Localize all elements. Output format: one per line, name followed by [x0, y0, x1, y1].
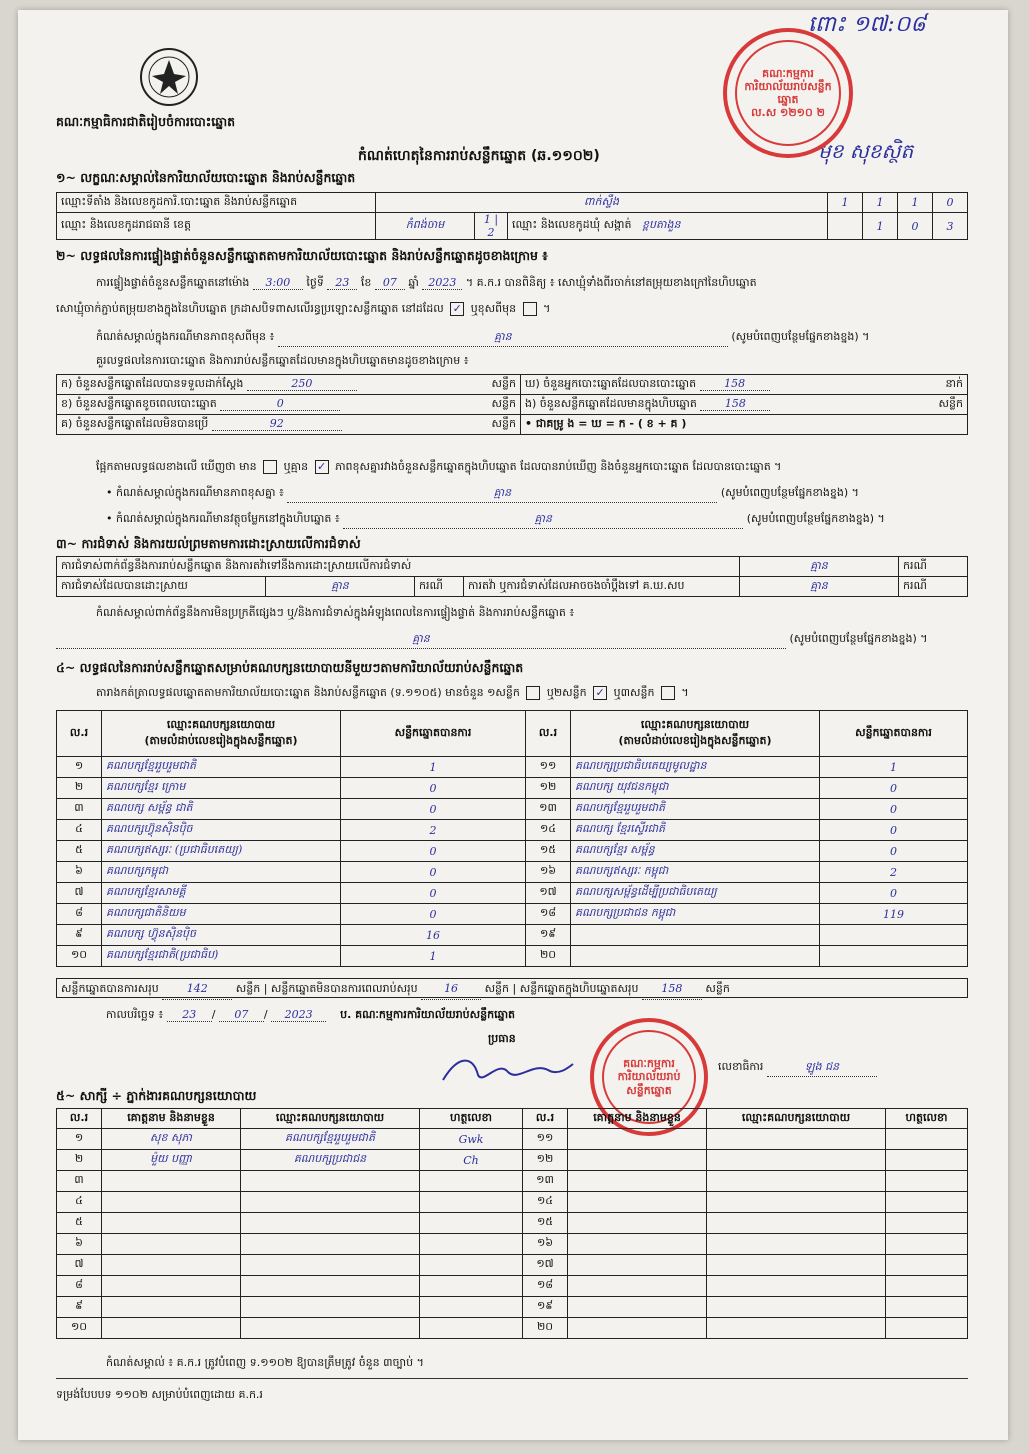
- witness-row: [57, 1213, 968, 1234]
- w-col-party-right: ឈ្មោះគណបក្សនយោបាយ: [707, 1109, 886, 1129]
- one-sheet-checkbox[interactable]: [526, 686, 540, 700]
- witness-name: [102, 1234, 241, 1255]
- w-col-no-left: ល.រ: [57, 1109, 102, 1129]
- bottom-divider: [56, 1378, 968, 1379]
- location-value: ពាក់ស្ទឹង: [376, 193, 828, 213]
- unused-ballots-value: 92: [212, 417, 342, 431]
- difference-line: ផ្អែកតាមលទ្ធផលខាងលើ ឃើញថា មាន ឬគ្មាន ✓ ភាពខុសគ្នារវាងចំនួនសន្លឹកឆ្នោតក្នុងហិបឆ្នោត ដែលបានរាប់ឃើញ និងចំនួនអ្នកបោះឆ្នោត ដែលបានបោះឆ្នោត ។: [96, 460, 782, 473]
- difference-note-value: គ្មាន: [287, 486, 717, 503]
- witness-name: សុខ សុភា: [102, 1129, 241, 1150]
- emblem-logo: [138, 46, 200, 108]
- appeal-label: ការតវ៉ា ឬការជំទាស់ដែលអាចចងចាំប្តឹងទៅ គ.ឃ.សប: [464, 577, 740, 597]
- spoiled-ballots-value: 0: [220, 397, 340, 411]
- commune-code-2: 0: [898, 213, 933, 240]
- witness-signature: [886, 1192, 968, 1213]
- party-result-row: [57, 757, 968, 778]
- witness-party: [241, 1213, 420, 1234]
- party-no: ៦: [57, 862, 102, 883]
- verification-day: 23: [327, 276, 357, 290]
- witness-name: [568, 1318, 707, 1339]
- party-votes: 0: [341, 841, 526, 862]
- witness-name: [102, 1213, 241, 1234]
- change-note: កំណត់សម្គាល់ក្នុងករណីមានភាពខុសពីមុន ៖ គ្មាន (សូមបំពេញបន្ថែមផ្នែកខាងខ្នង) ។: [96, 330, 976, 347]
- party-name: គណបក្ស យុវជនកម្ពុជា: [571, 778, 820, 799]
- w-col-name-right: គោត្តនាម និងនាមខ្លួន: [568, 1109, 707, 1129]
- party-no: ៥: [57, 841, 102, 862]
- party-name: គណបក្សប្រជាធិបតេយ្យមូលដ្ឋាន: [571, 757, 820, 778]
- totals-row: សន្លឹកឆ្នោតបានការសរុប 142 សន្លឹក | សន្លឹកឆ្នោតមិនបានការពេលរាប់សរុប 16 សន្លឹក | សន្លឹកឆ្នោតក្នុងហិបឆ្នោតសរុប 158 សន្លឹក: [56, 978, 968, 998]
- location-code-4: 0: [933, 193, 968, 213]
- party-no: ១៧: [526, 883, 571, 904]
- stamp-code: ល.ស ១២១០ ២: [751, 106, 825, 120]
- witness-signature: [420, 1276, 523, 1297]
- verification-month: 07: [375, 276, 405, 290]
- party-no: ១១: [526, 757, 571, 778]
- party-votes: 0: [820, 820, 968, 841]
- party-no: ២០: [526, 946, 571, 967]
- party-no: ១០: [57, 946, 102, 967]
- party-name: គណបក្ស ខ្មែរស្ទើរជាតិ: [571, 820, 820, 841]
- party-votes: 16: [341, 925, 526, 946]
- appeal-value: គ្មាន: [740, 577, 899, 597]
- voters-value: 158: [700, 377, 770, 391]
- witness-no: ៥: [57, 1213, 102, 1234]
- w-col-sign-left: ហត្ថលេខា: [420, 1109, 523, 1129]
- witness-name: [102, 1297, 241, 1318]
- w-col-party-left: ឈ្មោះគណបក្សនយោបាយ: [241, 1109, 420, 1129]
- location-label: ឈ្មោះទីតាំង និងលេខកូដការិ.បោះឆ្នោត និងរាប់សន្លឹកឆ្នោត: [57, 193, 376, 213]
- resolved-label: ការជំទាស់ដែលបានដោះស្រាយ: [57, 577, 266, 597]
- sign-date-month: 07: [219, 1008, 264, 1022]
- spoiled-ballots-row: ខ) ចំនួនសន្លឹកឆ្នោតខូចពេលបោះឆ្នោត 0 សន្លឹក: [57, 395, 521, 415]
- witness-no: ៨: [57, 1276, 102, 1297]
- ballot-count-table: [56, 374, 968, 435]
- received-ballots-row: ក) ចំនួនសន្លឹកឆ្នោតដែលបានទទួលដាក់ស្តែង 250 សន្លឹក: [57, 375, 521, 395]
- resolved-value: គ្មាន: [266, 577, 415, 597]
- witness-no: ១៨: [523, 1276, 568, 1297]
- party-result-row: [57, 778, 968, 799]
- appeal-unit: ករណី: [899, 577, 968, 597]
- witness-signature: [420, 1234, 523, 1255]
- witness-no: ១៧: [523, 1255, 568, 1276]
- has-difference-checkbox[interactable]: [263, 460, 277, 474]
- witness-signature: [420, 1318, 523, 1339]
- col-party-right: ឈ្មោះគណបក្សនយោបាយ (តាមលំដាប់លេខរៀងក្នុងសន្លឹកឆ្នោត): [571, 711, 820, 757]
- party-result-row: [57, 862, 968, 883]
- party-votes: 0: [820, 778, 968, 799]
- party-name: គណបក្សខ្មែរ សម្ព័ន្ធ: [571, 841, 820, 862]
- witness-row: [57, 1297, 968, 1318]
- witness-no: ១៤: [523, 1192, 568, 1213]
- party-votes: 1: [341, 946, 526, 967]
- party-no: ៨: [57, 904, 102, 925]
- witness-no: ១: [57, 1129, 102, 1150]
- party-name: [571, 946, 820, 967]
- verification-line1: ការផ្ទៀងផ្ទាត់ចំនួនសន្លឹកឆ្នោតនៅម៉ោង 3:00 ថ្ងៃទី 23 ខែ 07 ឆ្នាំ 2023 ។ គ.ក.រ បានពិនិត្យ ៖ សោឃ្មុំទាំងពីរចាក់នៅតម្រុយខាងក្រៅនៃហិបឆ្នោត: [96, 276, 757, 289]
- party-votes: 1: [820, 757, 968, 778]
- witness-signature: [420, 1192, 523, 1213]
- party-name: គណបក្សខ្មែររួបរួមជាតិ: [571, 799, 820, 820]
- witness-signature: [420, 1171, 523, 1192]
- chair-label: ប្រធាន: [488, 1032, 516, 1045]
- witness-no: ១៩: [523, 1297, 568, 1318]
- col-votes-right: សន្លឹកឆ្នោតបានការ: [820, 711, 968, 757]
- witness-party: [707, 1255, 886, 1276]
- party-no: ១: [57, 757, 102, 778]
- party-name: គណបក្សប្រជាជន កម្ពុជា: [571, 904, 820, 925]
- witness-no: ១៦: [523, 1234, 568, 1255]
- witness-row: [57, 1276, 968, 1297]
- received-ballots-value: 250: [247, 377, 357, 391]
- province-code: 1 | 2: [475, 213, 508, 240]
- witness-name: [568, 1255, 707, 1276]
- irregularity-note: គ្មាន (សូមបំពេញបន្ថែមផ្នែកខាងខ្នង) ។: [56, 632, 976, 649]
- party-name: គណបក្សកម្ពុជា: [102, 862, 341, 883]
- witness-party: [707, 1171, 886, 1192]
- witness-row: [57, 1171, 968, 1192]
- witness-signature: [886, 1297, 968, 1318]
- document-sheet: [18, 10, 1008, 1440]
- party-result-row: [57, 946, 968, 967]
- party-votes: 2: [341, 820, 526, 841]
- witness-signature: [886, 1213, 968, 1234]
- witness-no: ១២: [523, 1150, 568, 1171]
- party-name: គណបក្សខ្មែររួបរួមជាតិ: [102, 757, 341, 778]
- witness-name: [568, 1297, 707, 1318]
- witness-signature: [420, 1297, 523, 1318]
- location-code-3: 1: [898, 193, 933, 213]
- col-no-left: ល.រ: [57, 711, 102, 757]
- witness-party: [707, 1192, 886, 1213]
- party-name: គណបក្សខ្មែរជាតិ(ប្រជាធិប): [102, 946, 341, 967]
- witness-no: ៧: [57, 1255, 102, 1276]
- party-result-row: [57, 904, 968, 925]
- witness-name: [568, 1234, 707, 1255]
- witness-signature: [886, 1171, 968, 1192]
- commune-cell: [508, 213, 828, 240]
- witness-party: [241, 1234, 420, 1255]
- witness-no: ២: [57, 1150, 102, 1171]
- party-votes: 0: [341, 778, 526, 799]
- page-title: កំណត់ហេតុនៃការរាប់សន្លឹកឆ្នោត (ឆ.១១០២): [358, 148, 600, 164]
- same-checkbox[interactable]: ✓: [450, 302, 464, 316]
- witness-row: [57, 1234, 968, 1255]
- witness-name: [568, 1171, 707, 1192]
- witness-no: ៣: [57, 1171, 102, 1192]
- witness-no: ១៣: [523, 1171, 568, 1192]
- witness-name: [568, 1150, 707, 1171]
- party-results-table: [56, 710, 968, 967]
- party-votes: 0: [341, 904, 526, 925]
- committee-name: គណៈកម្មាធិការជាតិរៀបចំការបោះឆ្នោត: [56, 114, 236, 129]
- w-col-name-left: គោត្តនាម និងនាមខ្លួន: [102, 1109, 241, 1129]
- witness-party: [241, 1171, 420, 1192]
- party-votes: [820, 925, 968, 946]
- witness-party: [707, 1276, 886, 1297]
- sign-date: កាលបរិច្ឆេទ ៖ 23 / 07 / 2023 ប. គណៈកម្មការការិយាល័យរាប់សន្លឹកឆ្នោត: [106, 1008, 516, 1021]
- party-votes: 0: [820, 799, 968, 820]
- form-footer: ទម្រង់បែបបទ ១១០២ សម្រាប់បំពេញដោយ គ.ក.រ: [56, 1388, 263, 1401]
- party-no: ១២: [526, 778, 571, 799]
- witness-no: ៦: [57, 1234, 102, 1255]
- w-col-sign-right: ហត្ថលេខា: [886, 1109, 968, 1129]
- result-intro: គួរលទ្ធផលនៃការបោះឆ្នោត និងការរាប់សន្លឹកឆ្នោតដែលមានក្នុងហិបឆ្នោតមានដូចខាងក្រោម ៖: [96, 354, 469, 367]
- witness-party: [707, 1150, 886, 1171]
- witness-party: គណបក្សខ្មែររួបរួមជាតិ: [241, 1129, 420, 1150]
- stamp-bottom-text: គណៈកម្មការការិយាល័យរាប់សន្លឹកឆ្នោត: [617, 1057, 681, 1097]
- party-no: ៧: [57, 883, 102, 904]
- witness-no: ១០: [57, 1318, 102, 1339]
- witness-name: [102, 1255, 241, 1276]
- party-no: ១៦: [526, 862, 571, 883]
- witness-row: [57, 1129, 968, 1150]
- unused-ballots-row: គ) ចំនួនសន្លឹកឆ្នោតដែលមិនបានប្រើ 92 សន្លឹក: [57, 415, 521, 435]
- section3-heading: ៣~ ការជំទាស់ និងការយល់ព្រមតាមការដោះស្រាយលើការជំទាស់: [56, 536, 361, 551]
- witness-party: [241, 1255, 420, 1276]
- commune-code-1: 1: [863, 213, 898, 240]
- location-code-2: 1: [863, 193, 898, 213]
- party-no: ៣: [57, 799, 102, 820]
- witness-party: [707, 1297, 886, 1318]
- objection-table: [56, 556, 968, 597]
- party-name: គណបក្ស ហ៊្វុនស៊ិនប៉ិច: [102, 925, 341, 946]
- three-sheet-checkbox[interactable]: [661, 686, 675, 700]
- party-no: ២: [57, 778, 102, 799]
- commune-code-0: [828, 213, 863, 240]
- party-result-row: [57, 925, 968, 946]
- foreign-object-note-value: គ្មាន: [343, 512, 743, 529]
- col-party-left: ឈ្មោះគណបក្សនយោបាយ (តាមលំដាប់លេខរៀងក្នុងសន្លឹកឆ្នោត): [102, 711, 341, 757]
- objection-row-label: ការជំទាស់ពាក់ព័ន្ធនឹងការរាប់សន្លឹកឆ្នោត និងការតវ៉ាទៅនឹងការដោះស្រាយលើការជំទាស់: [57, 557, 740, 577]
- party-votes: 0: [341, 883, 526, 904]
- stamp-text: គណៈកម្មការការិយាល័យរាប់សន្លឹកឆ្នោត: [744, 66, 832, 106]
- witness-signature: [886, 1129, 968, 1150]
- province-label: ឈ្មោះ និងលេខកូដរាជធានី ខេត្ត: [57, 213, 376, 240]
- witness-party: [707, 1213, 886, 1234]
- witness-signature: [886, 1150, 968, 1171]
- sign-date-year: 2023: [271, 1008, 326, 1022]
- total-box-value: 158: [642, 979, 702, 1000]
- irregularity-note-label: កំណត់សម្គាល់ពាក់ព័ន្ធនឹងការមិនប្រក្រតីផ្សេងៗ ឬ/និងការជំទាស់ក្នុងអំឡុងពេលនៃការផ្ទៀងផ្ទាត់ និងការរាប់សន្លឹកឆ្នោត ៖: [96, 606, 575, 619]
- party-votes: 119: [820, 904, 968, 925]
- witness-signature: Ch: [420, 1150, 523, 1171]
- witness-name: [568, 1129, 707, 1150]
- irregularity-note-value: គ្មាន: [56, 632, 786, 649]
- witness-table: [56, 1108, 968, 1339]
- official-stamp-top: [723, 28, 853, 158]
- party-no: ១៣: [526, 799, 571, 820]
- col-no-right: ល.រ: [526, 711, 571, 757]
- top-signature-text: មុខ សុខស្ថិត: [818, 139, 914, 163]
- top-note: ពោះ ១៧:០៨: [808, 12, 926, 37]
- total-invalid-value: 16: [421, 979, 481, 1000]
- party-name: [571, 925, 820, 946]
- witness-party: [241, 1276, 420, 1297]
- party-no: ១៨: [526, 904, 571, 925]
- witness-signature: [886, 1276, 968, 1297]
- witness-signature: [420, 1255, 523, 1276]
- party-name: គណបក្សខ្មែរសាមគ្គី: [102, 883, 341, 904]
- objection-unit: ករណី: [899, 557, 968, 577]
- formula: • ជាគម្រូ ង = ឃ = ក - ( ខ + គ ): [521, 415, 968, 435]
- col-votes-left: សន្លឹកឆ្នោតបានការ: [341, 711, 526, 757]
- commune-label: ឈ្មោះ និងលេខកូដឃុំ សង្កាត់: [512, 218, 632, 231]
- party-no: ៩: [57, 925, 102, 946]
- verification-line2: សោឃ្មុំចាក់ភ្ជាប់តម្រុយខាងក្នុងនៃហិបឆ្នោត ក្រដាសបិទពាសលើរន្ធប្រឡោះសន្លឹកឆ្នោត នៅដដែល ✓ ឬខុសពីមុន ។: [56, 302, 551, 315]
- witness-name: [102, 1276, 241, 1297]
- section5-heading: ៥~ សាក្សី ÷ ភ្នាក់ងារគណបក្សនយោបាយ: [56, 1088, 257, 1103]
- party-no: ១៥: [526, 841, 571, 862]
- witness-party: [707, 1129, 886, 1150]
- party-name: គណបក្សជាតិនិយម: [102, 904, 341, 925]
- box-ballots-value: 158: [700, 397, 770, 411]
- witness-signature: Gwk: [420, 1129, 523, 1150]
- no-difference-checkbox[interactable]: ✓: [315, 460, 329, 474]
- section1-table: [56, 192, 968, 240]
- witness-name: [568, 1192, 707, 1213]
- difference-note: • កំណត់សម្គាល់ក្នុងករណីមានភាពខុសគ្នា ៖ គ្មាន (សូមបំពេញបន្ថែមផ្នែកខាងខ្នង) ។: [106, 486, 976, 503]
- witness-signature: [886, 1318, 968, 1339]
- witness-party: គណបក្សប្រជាជន: [241, 1150, 420, 1171]
- witness-name: [102, 1171, 241, 1192]
- sign-date-day: 23: [167, 1008, 212, 1022]
- secretary: លេខាធិការ ឡូង ជន: [718, 1060, 877, 1077]
- party-name: គណបក្សឥស្សរៈ (ប្រជាធិបតេយ្យ): [102, 841, 341, 862]
- witness-signature: [420, 1213, 523, 1234]
- witness-party: [707, 1318, 886, 1339]
- section4-heading: ៤~ លទ្ធផលនៃការរាប់សន្លឹកឆ្នោតសម្រាប់គណបក្សនយោបាយនីមួយៗតាមការិយាល័យរាប់សន្លឹកឆ្នោត: [56, 660, 524, 675]
- location-code-1: 1: [828, 193, 863, 213]
- party-no: ១៤: [526, 820, 571, 841]
- party-votes: 0: [820, 883, 968, 904]
- objection-value: គ្មាន: [740, 557, 899, 577]
- commune-value: ខ្ពបតាងួន: [642, 218, 681, 231]
- witness-name: [102, 1192, 241, 1213]
- party-votes: 0: [820, 841, 968, 862]
- party-name: គណបក្សខ្មែរ ក្រោម: [102, 778, 341, 799]
- foreign-object-note: • កំណត់សម្គាល់ក្នុងករណីមានវត្ថុចម្លែកនៅក្នុងហិបឆ្នោត ៖ គ្មាន (សូមបំពេញបន្ថែមផ្នែកខាងខ្នង) ។: [106, 512, 976, 529]
- two-sheet-checkbox[interactable]: ✓: [593, 686, 607, 700]
- witness-signature: [886, 1234, 968, 1255]
- witness-party: [241, 1318, 420, 1339]
- party-result-row: [57, 883, 968, 904]
- witness-party: [241, 1297, 420, 1318]
- party-votes: 1: [341, 757, 526, 778]
- witness-row: [57, 1150, 968, 1171]
- footnote: កំណត់សម្គាល់ ៖ គ.ក.រ ត្រូវបំពេញ ទ.១១០២ ឱ្យបានត្រឹមត្រូវ ចំនួន ៣ច្បាប់ ។: [106, 1356, 424, 1369]
- witness-party: [707, 1234, 886, 1255]
- witness-name: ម៉ួយ បញ្ញា: [102, 1150, 241, 1171]
- changed-checkbox[interactable]: [523, 302, 537, 316]
- witness-no: ៤: [57, 1192, 102, 1213]
- secretary-value: ឡូង ជន: [767, 1060, 877, 1077]
- witness-name: [568, 1276, 707, 1297]
- party-votes: [820, 946, 968, 967]
- section1-heading: ១~ លក្ខណៈសម្គាល់នៃការិយាល័យបោះឆ្នោត និងរាប់សន្លឹកឆ្នោត: [56, 170, 356, 185]
- party-result-row: [57, 820, 968, 841]
- party-votes: 2: [820, 862, 968, 883]
- witness-name: [102, 1318, 241, 1339]
- witness-party: [241, 1192, 420, 1213]
- province-value: កំពង់ចាម: [376, 213, 475, 240]
- section2-heading: ២~ លទ្ធផលនៃការផ្ទៀងផ្ទាត់ចំនួនសន្លឹកឆ្នោតតាមការិយាល័យបោះឆ្នោត និងរាប់សន្លឹកឆ្នោតដូចខាងក្រោម ៖: [56, 248, 548, 263]
- party-name: គណបក្សសម្ព័ន្ធដើម្បីប្រជាធិបតេយ្យ: [571, 883, 820, 904]
- box-ballots-row: ង) ចំនួនសន្លឹកឆ្នោតដែលមានក្នុងហិបឆ្នោត 158 សន្លឹក: [521, 395, 968, 415]
- verification-year: 2023: [422, 276, 462, 290]
- witness-row: [57, 1318, 968, 1339]
- party-name: គណបក្សឥស្សរៈ កម្ពុជា: [571, 862, 820, 883]
- w-col-no-right: ល.រ: [523, 1109, 568, 1129]
- verification-time: 3:00: [253, 276, 303, 290]
- witness-no: ២០: [523, 1318, 568, 1339]
- record-sheets-line: តារាងកត់ត្រាលទ្ធផលឆ្នោតតាមការិយាល័យបោះឆ្នោត និងរាប់សន្លឹកឆ្នោត (ទ.១១០៥) មានចំនួន ១សន្លឹក ឬ២សន្លឹក ✓ ឬ៣សន្លឹក ។: [96, 686, 689, 699]
- party-votes: 0: [341, 862, 526, 883]
- party-name: គណបក្សហ៊្វុនស៊ិនប៉ិច: [102, 820, 341, 841]
- party-name: គណបក្ស សម្ព័ន្ធ ជាតិ: [102, 799, 341, 820]
- office-label: ប. គណៈកម្មការការិយាល័យរាប់សន្លឹកឆ្នោត: [340, 1008, 516, 1021]
- party-result-row: [57, 841, 968, 862]
- change-note-value: គ្មាន: [278, 330, 728, 347]
- total-valid-value: 142: [162, 979, 232, 1000]
- commune-code-3: 3: [933, 213, 968, 240]
- chair-signature: [438, 1050, 578, 1090]
- witness-no: ១៥: [523, 1213, 568, 1234]
- witness-signature: [886, 1255, 968, 1276]
- party-votes: 0: [341, 799, 526, 820]
- resolved-unit: ករណី: [415, 577, 464, 597]
- party-result-row: [57, 799, 968, 820]
- witness-row: [57, 1192, 968, 1213]
- voters-row: ឃ) ចំនួនអ្នកបោះឆ្នោតដែលបានបោះឆ្នោត 158 នាក់: [521, 375, 968, 395]
- witness-row: [57, 1255, 968, 1276]
- party-no: ១៩: [526, 925, 571, 946]
- witness-no: ១១: [523, 1129, 568, 1150]
- party-no: ៤: [57, 820, 102, 841]
- witness-name: [568, 1213, 707, 1234]
- witness-no: ៩: [57, 1297, 102, 1318]
